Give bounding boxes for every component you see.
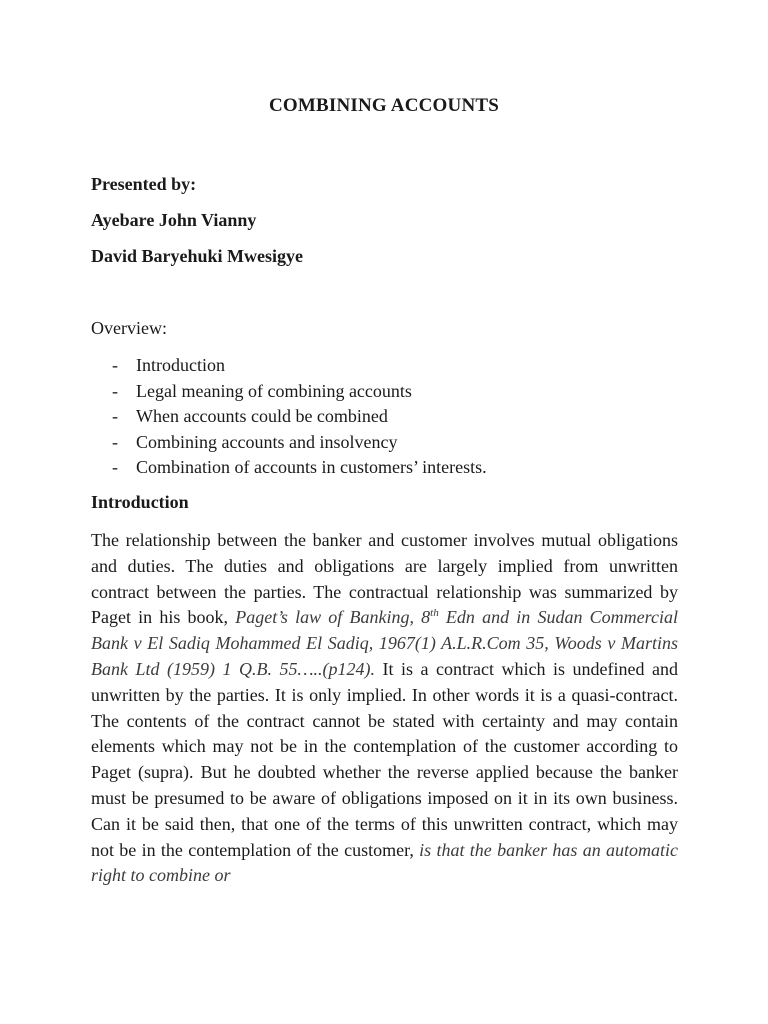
overview-label: Overview: xyxy=(91,318,167,338)
overview-item-label: When accounts could be combined xyxy=(136,406,388,426)
bullet-dash: - xyxy=(112,355,118,375)
overview-item xyxy=(112,430,487,456)
overview-item xyxy=(112,379,487,405)
paragraph-text: It is a contract which is undefined and unwritten by the parties. It is only implied. In other words it is a quasi-contract. The contents of the contract cannot be stated with certainty and may contain elements which may not be in the contemplation of the customer according to Paget (supra). But he doubted whether the reverse applied because the banker must be presumed to be aware of obligations imposed on it in its own business. Can it be said then, that one of the terms of this unwritten contract, which may not be in the contemplation of the customer, xyxy=(91,658,678,860)
overview-list xyxy=(112,353,487,481)
citation-text: Edn and in Sudan Commercial Bank v El Sadiq Mohammed El Sadiq, 1967(1) A.L.R.Com 35, Woods v Martins Bank Ltd (1959) 1 Q.B. 55…..(p124). xyxy=(91,607,678,679)
overview-item-label: Introduction xyxy=(136,355,225,375)
author-name: Ayebare John Vianny xyxy=(91,210,257,230)
paragraph-text: The relationship between the banker and customer involves mutual obligations and duties. The duties and obligations are largely implied from unwritten contract between the parties. The contractual relationship was summarized by Paget in his book, xyxy=(91,530,678,628)
bullet-dash: - xyxy=(112,406,118,426)
overview-item xyxy=(112,404,487,430)
emphasized-text: is that the banker has an automatic right to combine or xyxy=(91,839,678,886)
presented-by-label: Presented by: xyxy=(91,174,197,194)
citation-superscript: th xyxy=(430,607,439,620)
introduction-heading: Introduction xyxy=(91,492,189,512)
author-name: David Baryehuki Mwesigye xyxy=(91,246,304,266)
bullet-dash: - xyxy=(112,431,118,452)
bullet-dash: - xyxy=(112,457,118,477)
overview-item xyxy=(112,455,487,481)
overview-item xyxy=(112,353,487,379)
bullet-dash: - xyxy=(112,380,118,401)
citation-text: Paget’s law of Banking, 8 xyxy=(235,607,431,628)
overview-item-label: Combining accounts and insolvency xyxy=(136,431,398,452)
document-title: COMBINING ACCOUNTS xyxy=(268,95,500,116)
introduction-paragraph xyxy=(91,528,678,889)
overview-item-label: Combination of accounts in customers’ interests. xyxy=(136,457,487,477)
overview-item-label: Legal meaning of combining accounts xyxy=(136,380,412,401)
